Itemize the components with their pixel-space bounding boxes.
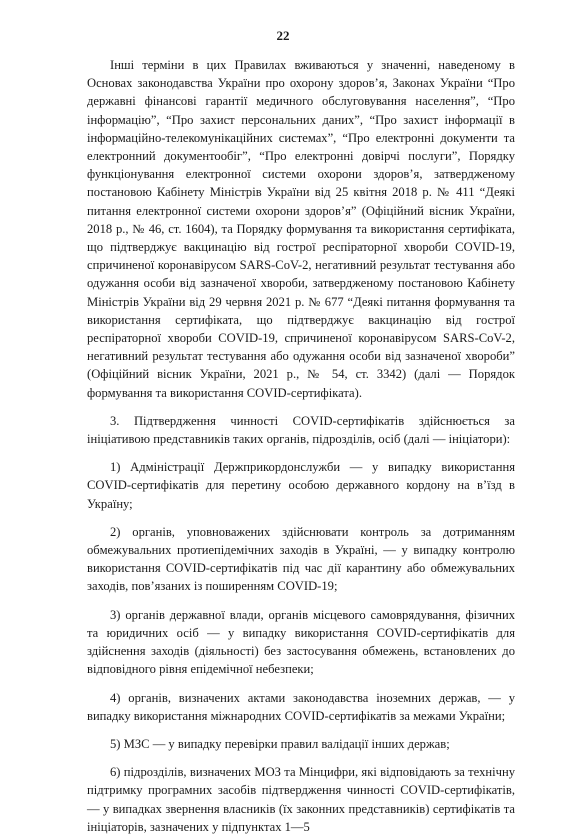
paragraph-subitem-3: 3) органів державної влади, органів місцевого самоврядування, фізичних та юридичних осіб — у випадку використання COVID-сертифікатів для здійснення заходів (діяльності) без застосування обмежень, встановлених до відповідного рівня епідемічної небезпеки; [87,607,515,677]
paragraph-subitem-6: 6) підрозділів, визначених МОЗ та Мінцифри, які відповідають за технічну підтримку програмних засобів підтвердження чинності COVID-сертифікатів, — у випадках звернення власників (їх законних представників) сертифікатів та ініціаторів, зазначених у підпунктах 1—5 [87,765,515,834]
paragraph-item-3-initiators: 3. Підтвердження чинності COVID-сертифікатів здійснюється за ініціативою представників таких органів, підрозділів, осіб (далі — ініціатори): [87,413,515,447]
paragraph-other-terms: Інші терміни в цих Правилах вживаються у значенні, наведеному в Основах законодавства України про охорону здоров’я, Законах України “Про державні фінансові гарантії медичного обслуговування населення”, “Про інформацію”, “Про захист персональних даних”, “Про захист інформації в інформаційно-телекомунікаційних системах”, “Про електронні документи та електронний документообіг”, “Про електронні довірчі послуги”, Порядку функціонування електронної системи охорони здоров’я, затвердженому постановою Кабінету Міністрів України від 25 квітня 2018 р. № 411 “Деякі питання електронної системи охорони здоров’я” (Офіційний вісник України, 2018 р., № 46, ст. 1604), та Порядку формування та використання сертифіката, що підтверджує вакцинацію від гострої респіраторної хвороби COVID-19, спричиненої коронавірусом SARS-CoV-2, негативний результат тестування або одужання особи від зазначеної хвороби, затвердженому постановою Кабінету Міністрів України від 29 червня 2021 р. № 677 “Деякі питання формування та використання сертифіката, що підтверджує вакцинацію від гострої респіраторної хвороби COVID-19, спричиненої коронавірусом SARS-CoV-2, негативний результат тестування або одужання особи від зазначеної хвороби” (Офіційний вісник України, 2021 р., № 54, ст. 3342) (далі — Порядок формування та використання COVID-сертифіката). [87,58,515,400]
paragraph-subitem-2: 2) органів, уповноважених здійснювати контроль за дотриманням обмежувальних протиепідемічних заходів в Україні, — у випадку контролю використання COVID-сертифікатів під час дії карантину або обмежувальних заходів, пов’язаних із поширенням COVID-19; [87,524,515,594]
paragraph-subitem-4: 4) органів, визначених актами законодавства іноземних держав, — у випадку використання міжнародних COVID-сертифікатів за межами України; [87,690,515,723]
document-body [87,56,515,836]
paragraph-subitem-5: 5) МЗС — у випадку перевірки правил валідації інших держав; [110,736,450,751]
paragraph-subitem-1: 1) Адміністрації Держприкордонслужби — у випадку використання COVID-сертифікатів для перетину особою державного кордону на в’їзд в Україну; [87,460,515,511]
page-number: 22 [276,28,290,43]
